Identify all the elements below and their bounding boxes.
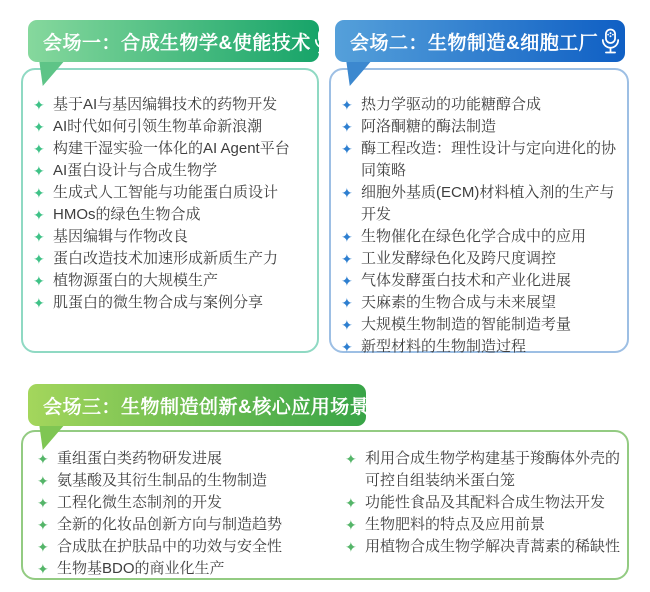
list-item <box>345 492 621 514</box>
venue2-title: 会场二：生物制造&细胞工厂 <box>350 32 599 54</box>
topic-text: 阿洛酮糖的酶法制造 <box>361 118 497 135</box>
star-bullet-icon: ✦ <box>33 163 45 179</box>
star-bullet-icon: ✦ <box>37 495 49 511</box>
venue3-topic-panel <box>21 430 629 580</box>
topic-text: 蛋白改造技术加速形成新质生产力 <box>53 250 279 267</box>
list-item <box>37 492 345 514</box>
list-item <box>341 226 623 248</box>
star-bullet-icon: ✦ <box>341 141 353 157</box>
topic-text: 基于AI与基因编辑技术的药物开发 <box>53 96 278 113</box>
topic-text: AI蛋白设计与合成生物学 <box>53 162 218 179</box>
topic-text: 用植物合成生物学解决青蒿素的稀缺性 <box>365 538 621 555</box>
star-bullet-icon: ✦ <box>33 207 45 223</box>
star-bullet-icon: ✦ <box>345 539 357 555</box>
topic-text: 气体发酵蛋白技术和产业化进展 <box>361 272 572 289</box>
microphone-icon <box>311 28 336 55</box>
star-bullet-icon: ✦ <box>341 317 353 333</box>
list-item <box>33 160 309 182</box>
topic-text: 酶工程改造：理性设计与定向进化的协同策略 <box>361 140 617 179</box>
list-item <box>33 292 309 314</box>
topic-text: 氨基酸及其衍生制品的生物制造 <box>57 472 268 489</box>
venue1-topic-list <box>21 68 319 353</box>
star-bullet-icon: ✦ <box>341 185 353 201</box>
list-item <box>33 204 309 226</box>
topic-text: HMOs的绿色生物合成 <box>53 206 201 223</box>
venue2-header <box>335 20 625 62</box>
list-item <box>33 270 309 292</box>
list-item <box>345 514 621 536</box>
star-bullet-icon: ✦ <box>341 119 353 135</box>
star-bullet-icon: ✦ <box>33 273 45 289</box>
topic-text: 基因编辑与作物改良 <box>53 228 189 245</box>
star-bullet-icon: ✦ <box>37 517 49 533</box>
topic-text: 天麻素的生物合成与未来展望 <box>361 294 557 311</box>
list-item <box>37 558 345 580</box>
topic-text: 利用合成生物学构建基于羧酶体外壳的可控自组装纳米蛋白笼 <box>365 450 621 489</box>
topic-text: 热力学驱动的功能糖醇合成 <box>361 96 542 113</box>
venue3-header <box>28 384 370 426</box>
list-item <box>33 226 309 248</box>
list-item <box>341 336 623 358</box>
topic-text: 工程化微生态制剂的开发 <box>57 494 223 511</box>
list-item <box>33 138 309 160</box>
list-item <box>341 292 623 314</box>
star-bullet-icon: ✦ <box>345 495 357 511</box>
topic-text: 合成肽在护肤品中的功效与安全性 <box>57 538 283 555</box>
star-bullet-icon: ✦ <box>33 295 45 311</box>
list-item <box>341 94 623 116</box>
list-item <box>37 470 345 492</box>
list-item <box>33 116 309 138</box>
topic-text: 新型材料的生物制造过程 <box>361 338 527 355</box>
topic-text: 细胞外基质(ECM)材料植入剂的生产与开发 <box>361 184 615 223</box>
star-bullet-icon: ✦ <box>33 251 45 267</box>
list-item <box>33 182 309 204</box>
venue1-title: 会场一：合成生物学&使能技术 <box>43 32 311 54</box>
topic-text: 肌蛋白的微生物合成与案例分享 <box>53 294 264 311</box>
star-bullet-icon: ✦ <box>341 273 353 289</box>
venue3-left-column <box>37 448 345 578</box>
venue3-right-column <box>345 448 621 578</box>
topic-text: 构建干湿实验一体化的AI Agent平台 <box>53 140 290 157</box>
topic-text: 生物基BDO的商业化生产 <box>57 560 225 577</box>
venue3-title: 会场三：生物制造创新&核心应用场景 <box>43 396 370 418</box>
topic-text: 生物催化在绿色化学合成中的应用 <box>361 228 587 245</box>
venue2-topic-list <box>329 68 629 353</box>
topic-text: 生成式人工智能与功能蛋白质设计 <box>53 184 279 201</box>
topic-text: 重组蛋白类药物研发进展 <box>57 450 223 467</box>
star-bullet-icon: ✦ <box>33 229 45 245</box>
star-bullet-icon: ✦ <box>341 295 353 311</box>
star-bullet-icon: ✦ <box>33 141 45 157</box>
list-item <box>37 514 345 536</box>
list-item <box>341 248 623 270</box>
star-bullet-icon: ✦ <box>33 185 45 201</box>
star-bullet-icon: ✦ <box>37 473 49 489</box>
microphone-icon <box>598 28 623 55</box>
list-item <box>341 116 623 138</box>
topic-text: 全新的化妆品创新方向与制造趋势 <box>57 516 283 533</box>
star-bullet-icon: ✦ <box>341 339 353 355</box>
list-item <box>345 536 621 558</box>
star-bullet-icon: ✦ <box>37 539 49 555</box>
topic-text: 大规模生物制造的智能制造考量 <box>361 316 572 333</box>
list-item <box>345 448 621 492</box>
star-bullet-icon: ✦ <box>33 119 45 135</box>
star-bullet-icon: ✦ <box>345 451 357 467</box>
list-item <box>33 248 309 270</box>
list-item <box>33 94 309 116</box>
topic-text: AI时代如何引领生物革命新浪潮 <box>53 118 263 135</box>
topic-text: 功能性食品及其配料合成生物法开发 <box>365 494 606 511</box>
venue1-header <box>28 20 319 62</box>
star-bullet-icon: ✦ <box>345 517 357 533</box>
topic-text: 植物源蛋白的大规模生产 <box>53 272 219 289</box>
list-item <box>341 270 623 292</box>
list-item <box>341 182 623 226</box>
star-bullet-icon: ✦ <box>341 97 353 113</box>
star-bullet-icon: ✦ <box>37 451 49 467</box>
star-bullet-icon: ✦ <box>37 561 49 577</box>
topic-text: 生物肥料的特点及应用前景 <box>365 516 546 533</box>
star-bullet-icon: ✦ <box>341 229 353 245</box>
list-item <box>341 138 623 182</box>
list-item <box>341 314 623 336</box>
list-item <box>37 536 345 558</box>
list-item <box>37 448 345 470</box>
microphone-icon <box>369 392 394 419</box>
star-bullet-icon: ✦ <box>341 251 353 267</box>
star-bullet-icon: ✦ <box>33 97 45 113</box>
topic-text: 工业发酵绿色化及跨尺度调控 <box>361 250 557 267</box>
